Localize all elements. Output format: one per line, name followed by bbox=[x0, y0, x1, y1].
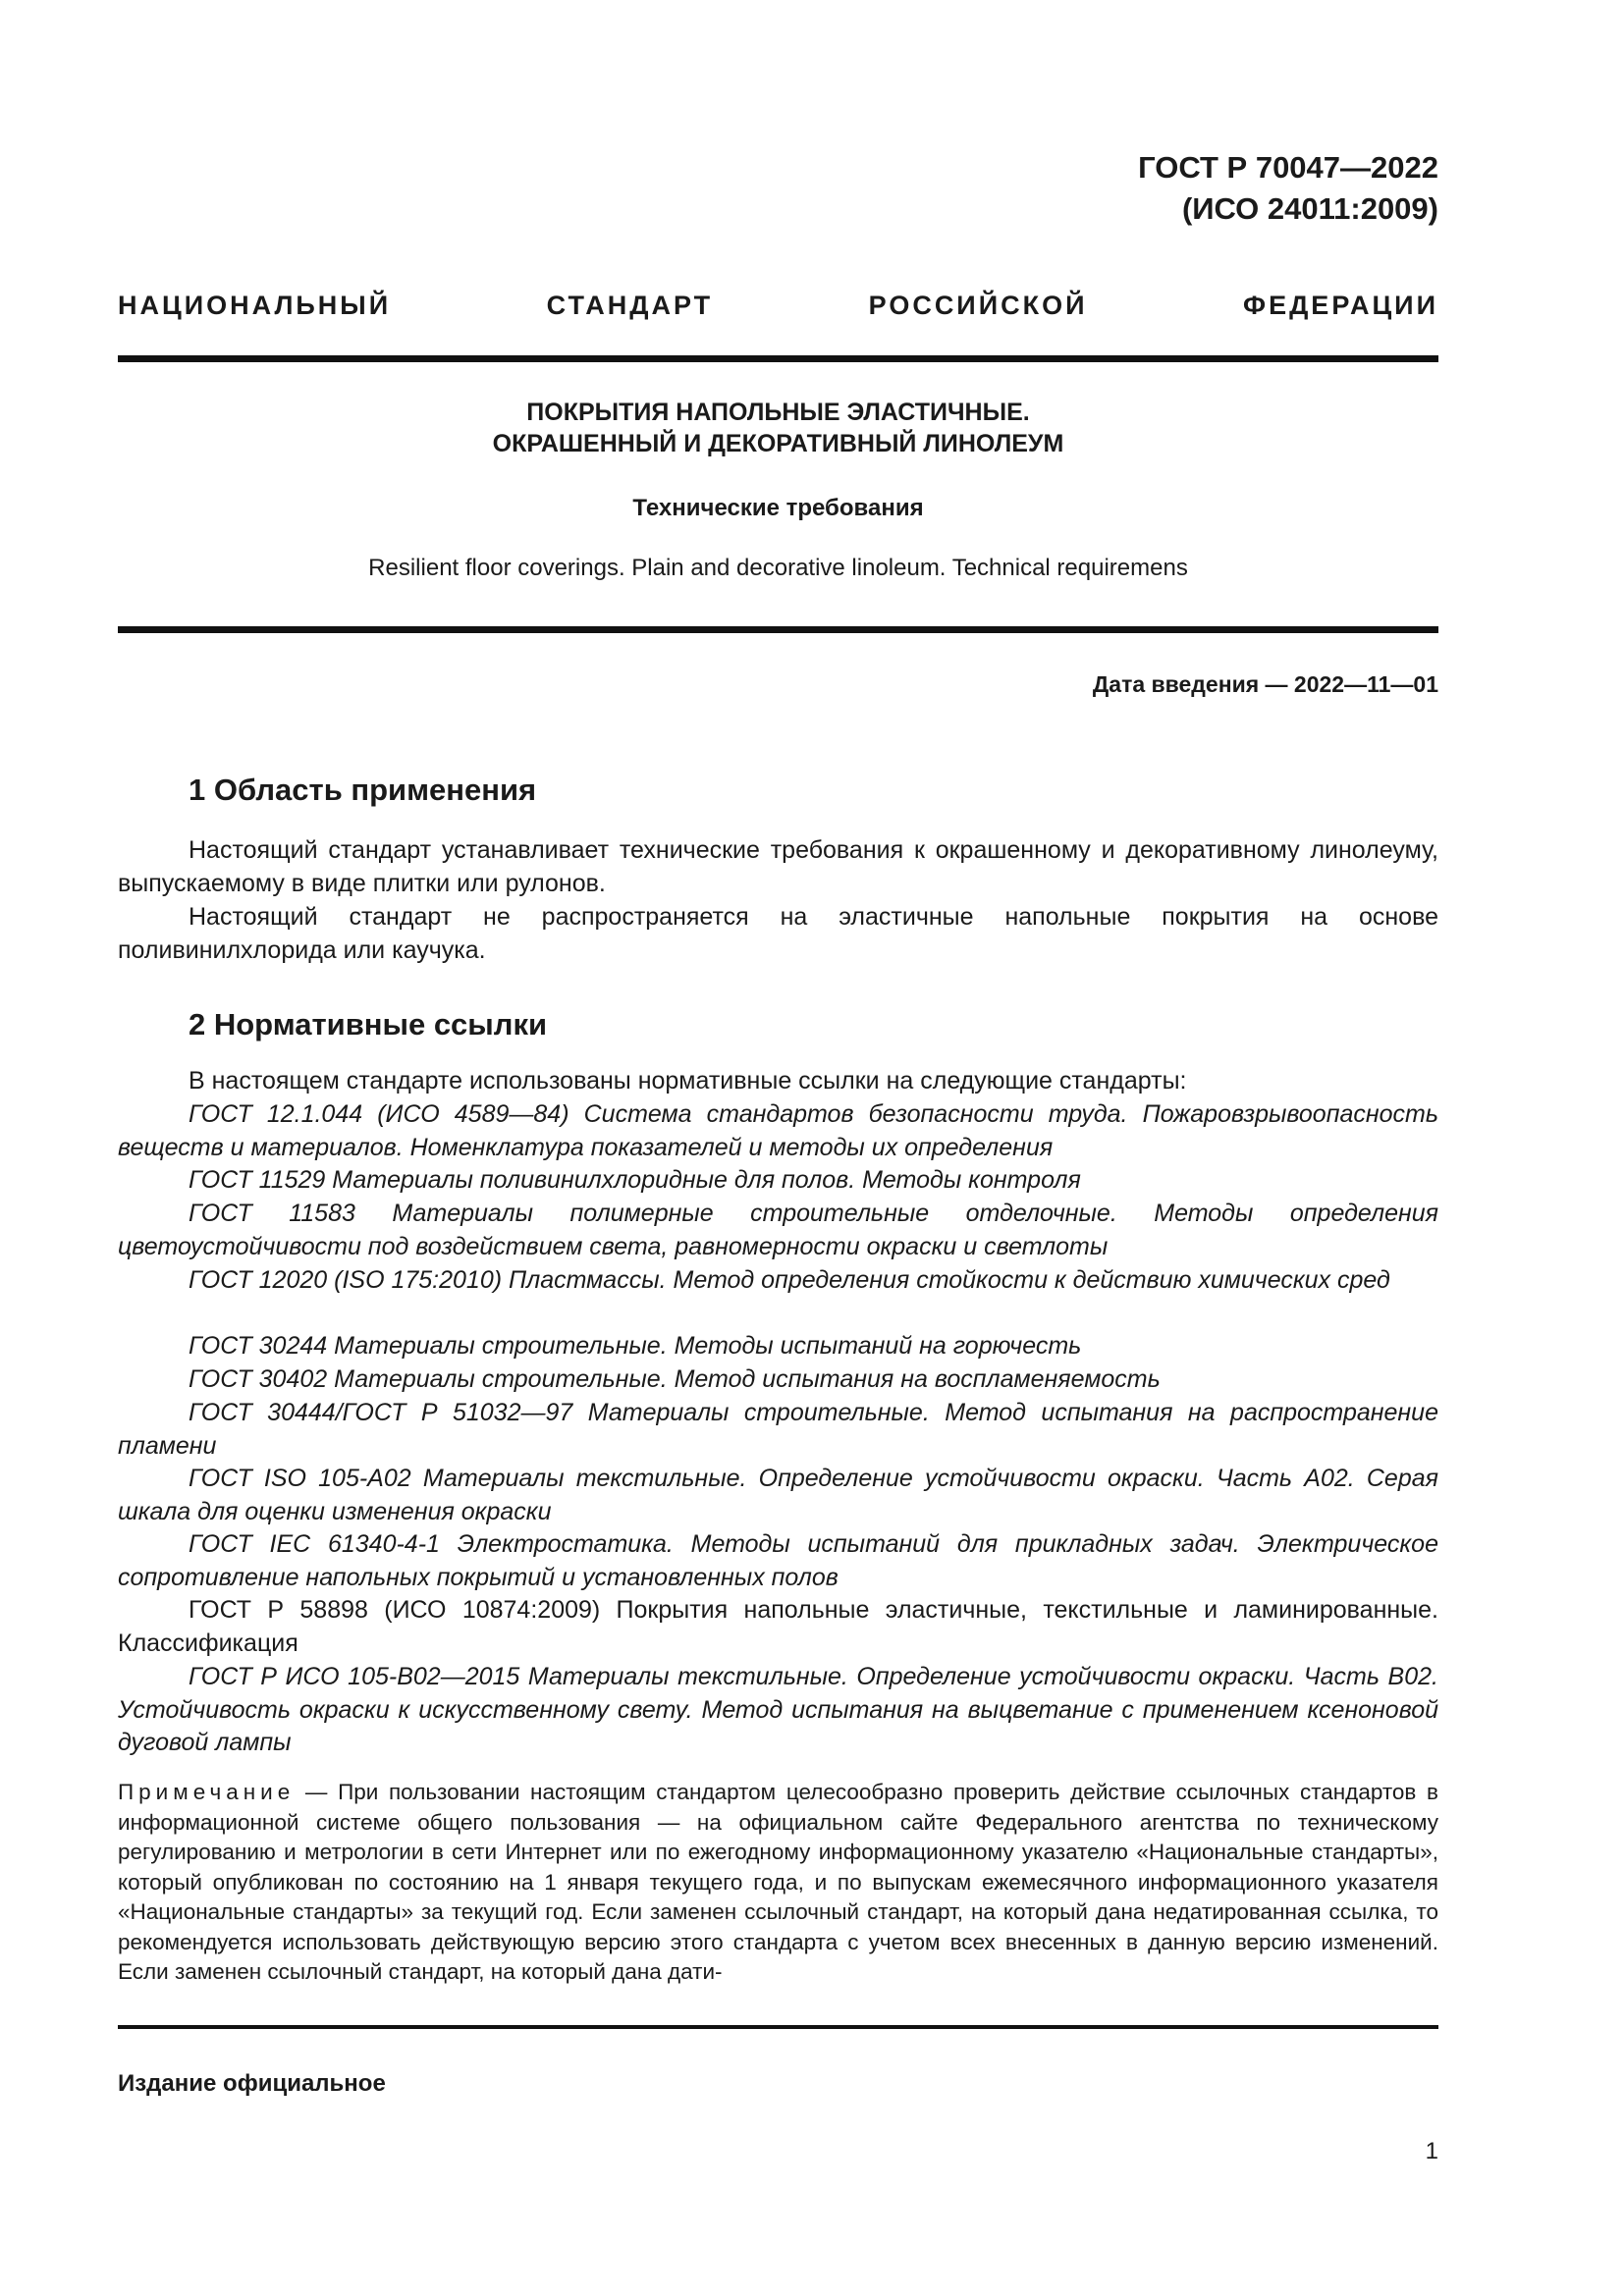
page-number: 1 bbox=[1425, 2138, 1438, 2164]
document-code bbox=[1138, 147, 1438, 230]
note-text: — При пользовании настоящим стандартом целесообразно проверить действие ссылочных стандартов в информационной системе общего пользования — на официальном сайте Федерального агентства по техническому регулированию и метрологии в сети Интернет или по ежегодному информационному указателю «Национальные стандарты», который опубликован по состоянию на 1 января текущего года, и по выпускам ежемесячного информационного указателя «Национальные стандарты» за текущий год. Если заменен ссылочный стандарт, на который дана недатированная ссылка, то рекомендуется использовать действующую версию этого стандарта с учетом всех внесенных в данную версию изменений. Если заменен ссылочный стандарт, на который дана дати- bbox=[118, 1780, 1438, 1984]
organization-title: НАЦИОНАЛЬНЫЙ СТАНДАРТ РОССИЙСКОЙ ФЕДЕРАЦИИ bbox=[118, 291, 1438, 320]
section-2-intro: В настоящем стандарте использованы нормативные ссылки на следующие стандарты: bbox=[189, 1067, 1187, 1095]
reference-item: ГОСТ 12.1.044 (ИСО 4589—84) Система стандартов безопасности труда. Пожаровзрывоопасность веществ и материалов. Номенклатура показателей и методы их определения bbox=[118, 1100, 1438, 1161]
footer-rule bbox=[118, 2025, 1438, 2029]
document-title bbox=[118, 397, 1438, 459]
edition-label: Издание официальное bbox=[118, 2070, 386, 2097]
note-prefix: Примечание bbox=[118, 1780, 296, 1804]
section-2-heading: 2 Нормативные ссылки bbox=[189, 1007, 548, 1041]
reference-item: ГОСТ Р ИСО 105-B02—2015 Материалы текстильные. Определение устойчивости окраски. Часть B02. Устойчивость окраски к искусственному свету. Метод испытания на выцветание с применением ксеноновой дуговой лампы bbox=[118, 1663, 1438, 1757]
section-1-paragraph: Настоящий стандарт не распространяется на эластичные напольные покрытия на основе поливинилхлорида или каучука. bbox=[118, 903, 1438, 964]
reference-item: ГОСТ 11583 Материалы полимерные строительные отделочные. Методы определения цветоустойчивости под воздействием света, равномерности окраски и светлоты bbox=[118, 1200, 1438, 1260]
header-rule bbox=[118, 355, 1438, 362]
english-title: Resilient floor coverings. Plain and decorative linoleum. Technical requiremens bbox=[368, 555, 1188, 581]
document-subtitle: Технические требования bbox=[632, 495, 924, 521]
reference-item: ГОСТ 12020 (ISO 175:2010) Пластмассы. Метод определения стойкости к действию химических сред bbox=[189, 1266, 1390, 1294]
reference-item: ГОСТ 11529 Материалы поливинилхлоридные для полов. Методы контроля bbox=[189, 1166, 1081, 1194]
reference-item: ГОСТ ISO 105-A02 Материалы текстильные. Определение устойчивости окраски. Часть A02. Серая шкала для оценки изменения окраски bbox=[118, 1465, 1438, 1525]
reference-item: ГОСТ Р 58898 (ИСО 10874:2009) Покрытия напольные эластичные, текстильные и ламинированные. Классификация bbox=[118, 1596, 1438, 1657]
reference-note bbox=[118, 1778, 1438, 1988]
reference-item: ГОСТ 30402 Материалы строительные. Метод испытания на воспламеняемость bbox=[189, 1365, 1161, 1393]
title-line-1: ПОКРЫТИЯ НАПОЛЬНЫЕ ЭЛАСТИЧНЫЕ. bbox=[526, 399, 1030, 426]
introduction-date: Дата введения — 2022—11—01 bbox=[1092, 671, 1438, 697]
title-line-2: ОКРАШЕННЫЙ И ДЕКОРАТИВНЫЙ ЛИНОЛЕУМ bbox=[492, 430, 1064, 457]
document-code-iso: (ИСО 24011:2009) bbox=[1181, 191, 1438, 226]
reference-item: ГОСТ IEC 61340-4-1 Электростатика. Методы испытаний для прикладных задач. Электрическое сопротивление напольных покрытий и установленных полов bbox=[118, 1530, 1438, 1591]
section-1-heading: 1 Область применения bbox=[189, 773, 537, 807]
document-code-gost: ГОСТ Р 70047—2022 bbox=[1138, 150, 1438, 185]
title-rule bbox=[118, 626, 1438, 633]
section-1-paragraph: Настоящий стандарт устанавливает технические требования к окрашенному и декоративному линолеуму, выпускаемому в виде плитки или рулонов. bbox=[118, 836, 1438, 897]
reference-item: ГОСТ 30244 Материалы строительные. Методы испытаний на горючесть bbox=[189, 1332, 1082, 1360]
document-page bbox=[118, 0, 1438, 2296]
reference-item: ГОСТ 30444/ГОСТ Р 51032—97 Материалы строительные. Метод испытания на распространение пламени bbox=[118, 1399, 1438, 1460]
